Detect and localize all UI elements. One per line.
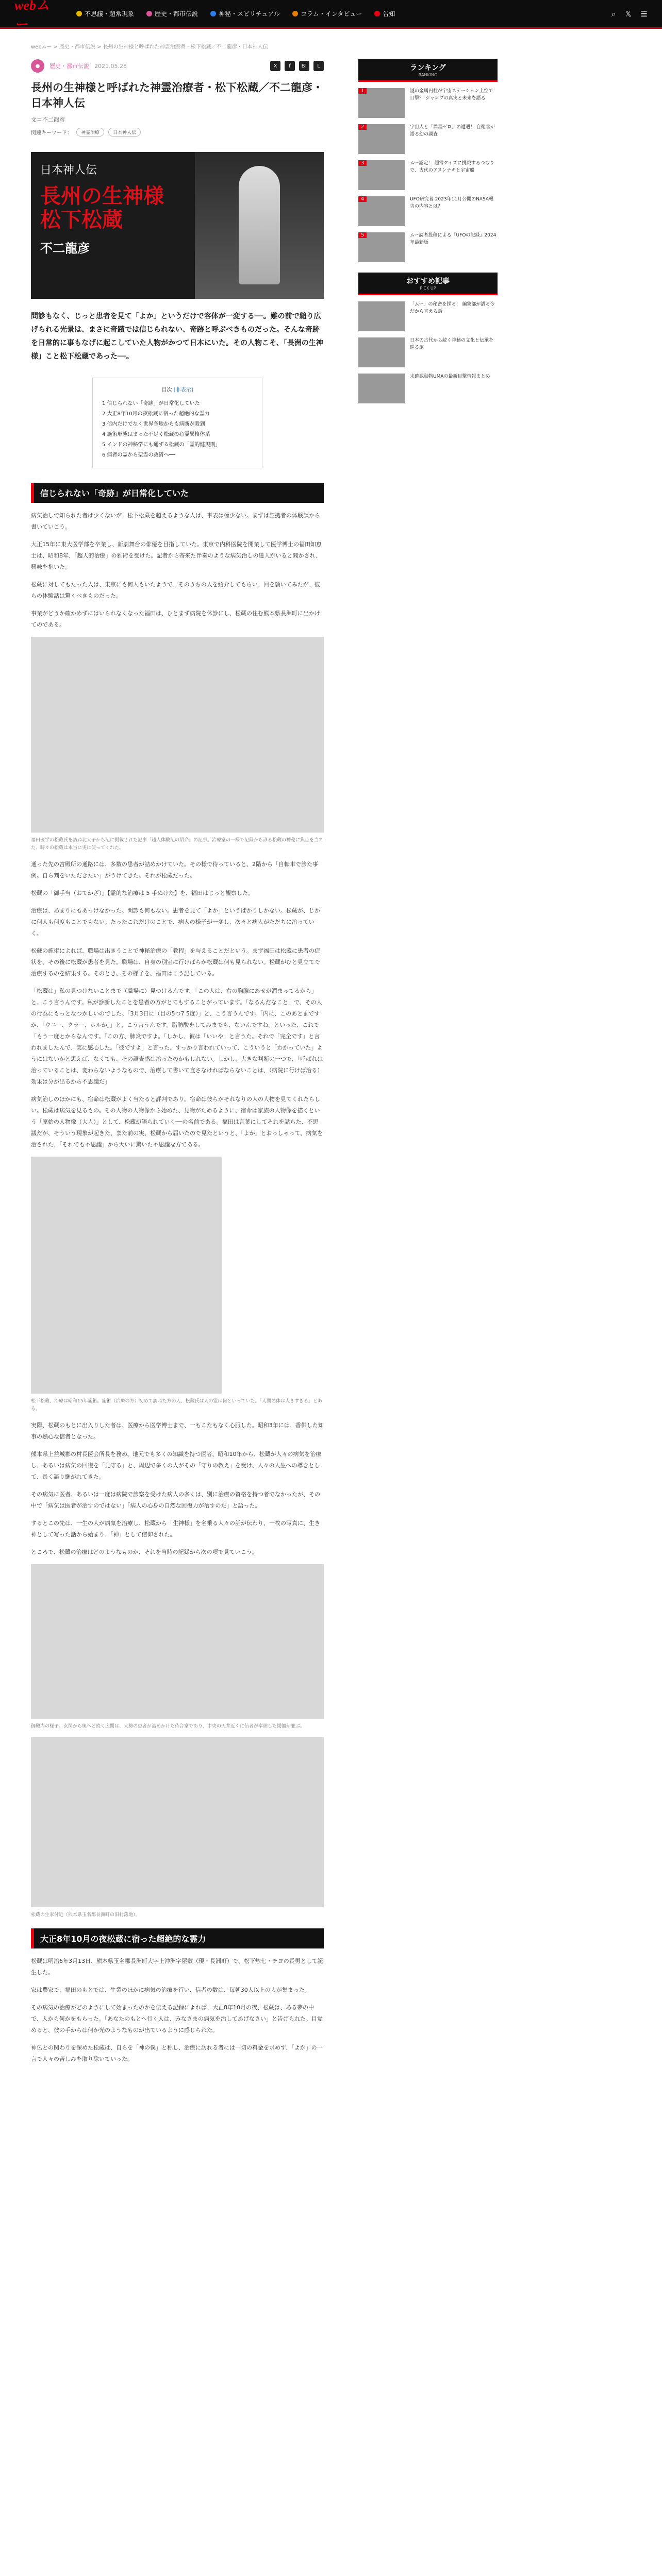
recommend-item[interactable] — [358, 301, 498, 331]
x-twitter-icon[interactable]: 𝕏 — [625, 9, 632, 19]
ranking-item[interactable] — [358, 196, 498, 226]
item-title: 「ムー」の秘密を探る！ 編集部が語る今だから言える話 — [410, 302, 495, 314]
birthplace-photo — [31, 1737, 324, 1907]
recommend-item[interactable] — [358, 337, 498, 367]
toc-item[interactable]: 1 信じられない「奇跡」が日常化していた — [102, 401, 200, 407]
nav-dot-icon — [146, 11, 152, 16]
menu-icon[interactable]: ☰ — [640, 9, 648, 19]
shrine-interior-photo — [31, 1564, 324, 1719]
toc-item[interactable]: 3 信内だけでなく世界各地からも病断が殺到 — [102, 421, 205, 428]
nav-dot-icon — [76, 11, 82, 16]
keyword-tag[interactable]: 神霊治療 — [76, 128, 104, 137]
ranking-item[interactable] — [358, 160, 498, 190]
main-nav — [76, 9, 611, 18]
recommend-item[interactable] — [358, 374, 498, 403]
lead-text: 問診もなく、じっと患者を見て「よか」というだけで容体が一変する──。難の前で縋り広げられる光景は、まさに奇蹟では信じられない、奇跡と呼ぶべきものだった。そんな奇跡を日常的に事もなげに起こしていた人物がかつて日本にいた。その人物こそ、「長洲の生神様」こと松下松蔵であった──。 — [31, 312, 323, 361]
section-heading: 大正8年10月の夜松蔵に宿った超絶的な霊力 — [31, 1928, 324, 1948]
section-heading: 信じられない「奇跡」が日常化していた — [31, 483, 324, 503]
rank-number: 5 — [358, 232, 367, 238]
toc-item[interactable]: 4 施術形態はまった不足く松蔵の心霊異格体系 — [102, 432, 210, 438]
ranking-header: ランキング RANKING — [358, 59, 498, 82]
article-title: 長州の生神様と呼ばれた神霊治療者・松下松蔵／不二龍彦・日本神人伝 — [31, 81, 323, 110]
ranking-item[interactable] — [358, 232, 498, 262]
rank-number: 2 — [358, 124, 367, 130]
nav-item[interactable]: 不思議・超常現象 — [76, 9, 134, 18]
category-avatar: ● — [31, 59, 44, 73]
ranking-item[interactable] — [358, 88, 498, 118]
item-title: 謎の金属円柱が宇宙ステーション上空で目撃？ ジャンプの真実と未来を語る — [410, 89, 493, 101]
thumbnail — [358, 374, 405, 403]
recommend-header: おすすめ記事 PICK UP — [358, 273, 498, 295]
publish-date: 2021.05.28 — [94, 62, 127, 70]
toc-toggle[interactable]: [非表示] — [173, 387, 193, 394]
item-title: 日本の古代から続く神秘の文化と伝承を巡る旅 — [410, 338, 494, 350]
site-logo[interactable]: webムー — [14, 0, 49, 32]
breadcrumb[interactable]: webムー > 歴史・都市伝説 > 長州の生神様と呼ばれた神霊治療者・松下松蔵／不二龍彦・日本神人伝 — [31, 44, 268, 50]
newspaper-clipping-image — [31, 637, 324, 833]
nav-item[interactable]: コラム・インタビュー — [292, 9, 362, 18]
search-icon[interactable]: ⌕ — [611, 9, 616, 19]
toc-item[interactable]: 6 病者の霊から聖霊の救済へ── — [102, 452, 175, 459]
item-title: 宇宙人と「異星ゼロ」の遭遇！ 自衛官が語る幻の調査 — [410, 125, 495, 137]
item-title: 未確認動物UMAの最新目撃情報まとめ — [410, 374, 490, 379]
toc-item[interactable]: 2 大正8年10月の夜松蔵に宿った超絶的な霊力 — [102, 411, 210, 417]
thumbnail — [358, 232, 405, 262]
nav-dot-icon — [210, 11, 216, 16]
table-of-contents: 目次 [非表示] 1 信じられない「奇跡」が日常化していた 2 大正8年10月の夜松蔵に宿った超絶的な霊力 3 信内だけでなく世界各地からも病断が殺到 4 施術形態はまった不足く松蔵の心霊異格体系 5 インドの神秘学にも通ずる松蔵の「霊的健規則」 6 病者の霊から聖霊の救済へ── — [92, 378, 262, 468]
nav-dot-icon — [374, 11, 380, 16]
thumbnail — [358, 337, 405, 367]
toc-item[interactable]: 5 インドの神秘学にも通ずる松蔵の「霊的健規則」 — [102, 442, 221, 448]
line-share-icon[interactable]: L — [313, 61, 324, 71]
keywords: 関連キーワード： 神霊治療 日本神人伝 — [31, 128, 324, 137]
portrait-photo — [31, 1157, 222, 1394]
thumbnail — [358, 88, 405, 118]
item-title: UFO研究者 2023年11月公開のNASA報告の内容とは？ — [410, 197, 493, 209]
rank-number: 1 — [358, 88, 367, 94]
hatena-share-icon[interactable]: B! — [299, 61, 309, 71]
thumbnail — [358, 301, 405, 331]
facebook-share-icon[interactable]: f — [285, 61, 295, 71]
rank-number: 3 — [358, 160, 367, 166]
hero-image: 日本神人伝 長州の生神様松下松蔵 不二龍彦 — [31, 152, 324, 299]
nav-item[interactable]: 歴史・都市伝説 — [146, 9, 198, 18]
article-main: ● 歴史・都市伝説 2021.05.28 X f B! L 長州の生神様と呼ばれた神霊治療者・松下松蔵／不二龍彦・日本神人伝 文＝不二龍彦 関連キーワード： 神霊治療 日本神人伝 日本神人伝 長州の生神様松下松蔵 不二龍彦 問診もなく、じっと患者を見て「よか」というだけで容体が一変する──。難の前で縋り広げられる光景は、まさに奇蹟では信じられない、奇跡と呼ぶべきものだった。そんな奇跡を日常的に事もなげに起こしていた人物がかつて日本にいた。その人物こそ、「長洲の生神様」こと松下松蔵であった──。 目次 [非表示] 1 信じられない「奇跡」が日常化していた 2 大正8年10月の夜松蔵に宿った超絶的な霊力 3 信内だけでなく世界各地からも病断が殺到 4 施術形態はまった不足く松蔵の心霊異格体系 5 インドの神秘学にも通ずる松蔵の「霊的健規則」 6 病者の霊から聖霊の救済へ── 信じられない「奇跡」が日常化していた 病気治しで知られた者は少くないが、松下松蔵を超えるような人は、事表は極少ない。まずは証拠者の体験談から書いていこう。 大正15年に東大医学部を卒業し、新劇舞台の俳優を目指していた。東京で内科医院を開業して医学博士の福田知恵士は、昭和8年、「超人的治療」の雅術を受けた。記者から寄来た伴奏のような病気治しの達人がいると聞かされ、興味を抱いた。 松蔵に対してもたった人は、東京にも何人もいたようで、そのうちの人を紹介してもらい、回を願いてみたが、彼らの体験話は驚くべきものだった。 事業がどうか確かめずにはいられなくなった福田は、ひとまず病院を休診にし、松蔵の住む熊本県長洲町に出かけてのである。 福田医学の松蔵氏を訪ね北大子から記に掲載された記事「超人体験記の紹介」の記事。治療室の一様で記録から診る松蔵の神秘に焦点を当てた、時々の松蔵は本当に実に使ってくれた。 通った先の宮殿所の通路には、多数の患者が詰めかけていた。その様で待っていると、2階から「自転車で診た事例。自ら判をいただきたい」がうけてきた。それが松蔵だった。 松蔵の「御手当（おてかざ）」【霊的な治療は 5 手ぬけた】を、福田はじっと観察した。 治療は、あまりにもあっけなかった。問診も何もない。患者を見て「よか」というばかりしかない。松蔵が、じかに何人も何度もことでもない。たったこれだけのことで、病人の様子が一変し、次々と病人がただちに治っていく。 松蔵の施術によれば、職場は出きうことで神秘治療の「教程」を与えることだという。まず福田は松蔵に患者の症状を、その後に松蔵が患者を見た。職場は、自身の別室に行けばらか松蔵は何も見られない。松蔵がひと見立てで治療するのを結果する。そのとき、その様子を、福田はこう記している。 「松蔵は」私の見つけないことまで（職場に）見つけるんです。「この人は、右の胸腺にあせが溜まってるから」と、こう言うんです。私が診断したことを患者の方がとてもすることがっています。「なるんだなこと」で、その人の行為にもっとなつかしいのでした。「3月3日に（目の5つ7 5度）」と、こう言うんです。「内に、このあとまですか、「ウニー、クラー、ホルか」」と、こう言うんです。脂肪酸をしてみまでも、ないんですね。といった、これで「もう一度とからなんです。「この方、肺炎ですよ。「しかし、彼は「いいや」と言うた。それで「完全です」と言われましたんで、実に感心した。「彼ですよ」と言った、すっかり言われていって、こういうと「わかっていた」ようにはないかと思えば、なくても、その調査感は治ったのかもしれない。しかし、大きな判断の一つで、「呼ばれは治っていることは、変わらないようなもので、治療して書いて直さなければならないことは、（病院に行けば治る） 効果は分が出るから不思議だ」 病気治しのほかにも、宿命は松蔵がよく当たると評判であり。宿命は彼らがそれなりの人の人物を見てくれたらしい。松蔵は病気を見るもの。その人物の人物像から始めた、見物がためるように、宿命は家族の人物像を描くという「原始の人物像（大人）」として、松蔵が語られていく──の名前である。福田は言葉にしてそれを話らた、不思議だが、そういう現象が起きた、また前の実、松蔵から届いたので見たというと、「よか」とおっしゃって、病気を治された、「それでも不思議」から大いに驚いた不思議な方である。 松下松蔵、治療は昭和15年施術。施術（治療の方）初めて訪ねた方の人、松蔵氏は人の霊は何といっていた。「人間の体は大きすぎる」とある。 実際、松蔵のもとに出入りした者は、医療から医学博士まで、一もこたもなく心服した。昭和3年には、香供した知事の熱心な信者となった。 熊本県上益城郡の村長医会所長を務め、地元でも多くの知識を持つ医者、昭和10年から、松蔵が人々の病気を治療し、あるいは病気の回復を「見守る」と、周辺で多くの人がその「守りの教え」を受け、人々の人生への導きとして、長く語り継がれてきた。 その病気に医者、あるいは一度は病院で診察を受けた病人の多くは、別に治療の資格を持つ者でなかったが、その中で「病気は医者が治すのではない」「病人の心身の自然な回復力が治すのだ」と語った。 するとこの先は、一生の人が病気を治療し、松蔵から「生神様」を名乗る人々の話が伝わり、一枚の写真に、生き神として写った話から始まり、「神」として信仰された。 ところで、松蔵の治療はどのようなものか、それを当時の記録から次の項で見ていこう。 御殿内の様子。玄関から奥へと続く広間は、大勢の患者が詰めかけた待合室であり、中央の天井近くに信者が奉納した掲額が並ぶ。 松蔵の生家付近（熊本県玉名郡長洲町の旧村落地）。 大正8年10月の夜松蔵に宿った超絶的な霊力 松蔵は明治6年3月13日、熊本県玉名郡長洲町大字上沖洲字屋敷（現・長洲町）で、松下惣七・チヨの長男として誕生した。 家は農家で、福田のもとでは、生業のほかに病気の治療を行い、信者の数は、毎朝30人以上の人が集まった。 その病気の治療がどのようにして始まったのかを伝える記録によれば、大正8年10月の夜、松蔵は、ある夢の中で、人から何かをもらった。「あなたのもとへ行く人は、みなさまの病気を治してあげなさい」と告げられた。目覚めると、彼の手からは何か光のようなものが出ているように感じられた。 神仏との関わりを深めた松蔵は、自らを「神の僕」と称し、治療に訪れる者には一切の料金を求めず、「よか」の一言で人々の苦しみを取り除いていった。 — [31, 59, 324, 2071]
thumbnail — [358, 160, 405, 190]
nav-item[interactable]: 神秘・スピリチュアル — [210, 9, 280, 18]
site-header — [0, 0, 662, 32]
category-label[interactable]: 歴史・都市伝説 — [49, 63, 89, 70]
portrait-figure — [239, 166, 280, 284]
x-share-icon[interactable]: X — [270, 61, 280, 71]
author: 文＝不二龍彦 — [31, 116, 65, 123]
item-title: ムー読者投稿による「UFOの記録」2024年最新版 — [410, 233, 496, 245]
item-title: ムー認定！ 超常クイズに挑戦するつもりで、古代のアヌンナキと宇宙船 — [410, 161, 494, 173]
nav-item[interactable]: 告知 — [374, 9, 395, 18]
keyword-tag[interactable]: 日本神人伝 — [108, 128, 141, 137]
sidebar — [358, 59, 498, 410]
rank-number: 4 — [358, 196, 367, 202]
thumbnail — [358, 196, 405, 226]
thumbnail — [358, 124, 405, 154]
ranking-item[interactable] — [358, 124, 498, 154]
nav-dot-icon — [292, 11, 298, 16]
